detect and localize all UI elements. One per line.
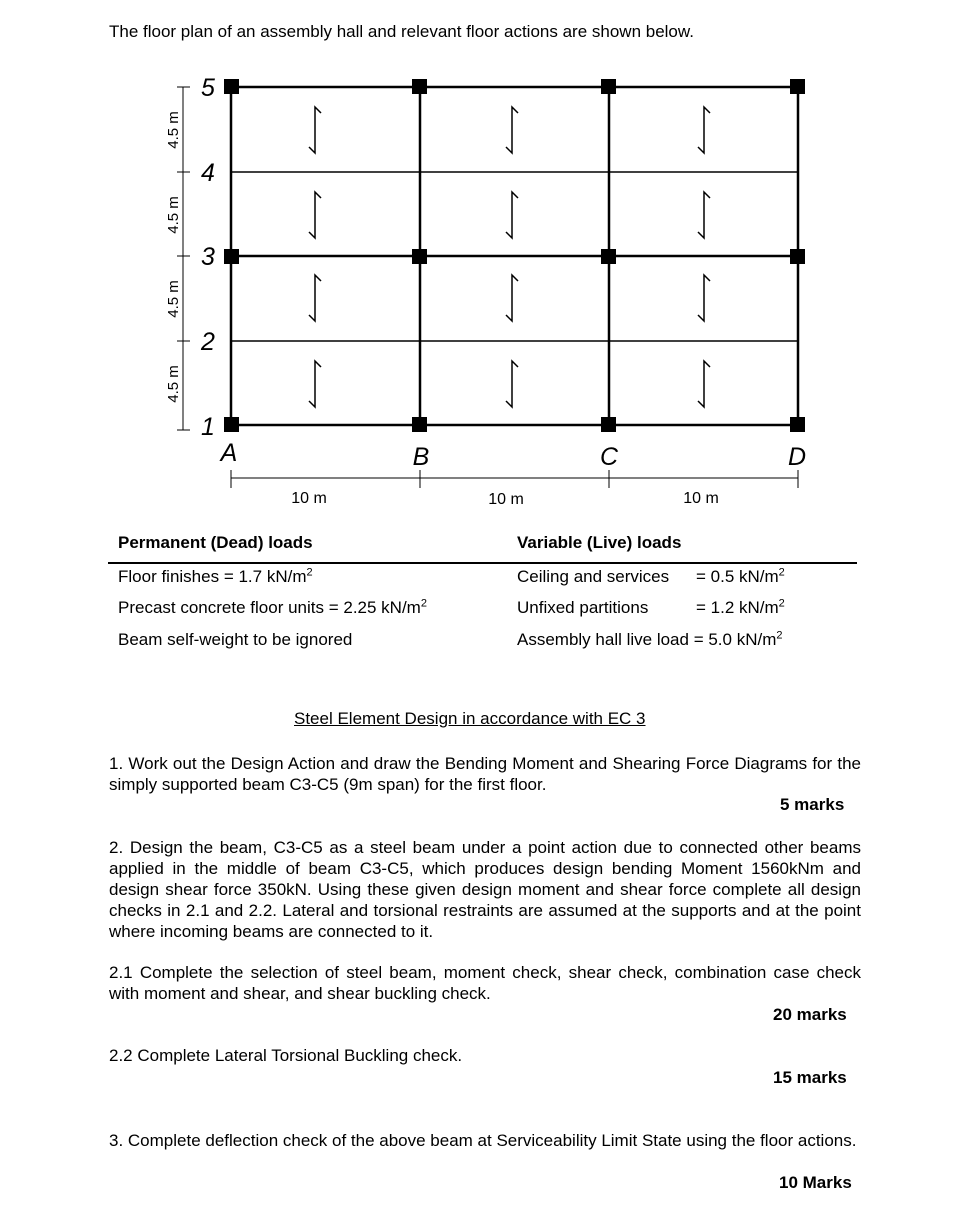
question-2: 2. Design the beam, C3-C5 as a steel beam under a point action due to connected other beams applied in the middle of beam C3-C5, which produces design bending Moment 1560kNm and design shear force 350kN. Using these given design moment and shear force complete all design checks in 2.1 and 2.2. Lateral and torsional restraints are assumed at the supports and at the point where incoming beams are connected to it. [109,838,861,941]
question-1: 1. Work out the Design Action and draw the Bending Moment and Shearing Force Diagrams for the simply supported beam C3-C5 (9m span) for the first floor. [109,754,861,794]
column-C1 [601,417,616,432]
precast-floor-load: Precast concrete floor units = 2.25 $kN/m^2$ [118,597,427,617]
row-label-2: 2 [201,328,215,356]
floor-plan [0,0,974,520]
column-B3 [412,249,427,264]
table-rule [108,562,857,564]
question-1-marks: 5 marks [780,795,845,814]
question-2-1: 2.1 Complete the selection of steel beam, moment check, shear check, combination case check with moment and shear, and shear buckling check. [109,963,861,1003]
row-label-3: 3 [201,243,215,271]
span-direction-icon [309,275,321,321]
floor-finishes-load: Floor finishes = 1.7 $kN/m^2$ [118,566,313,586]
column-A1 [224,417,239,432]
ceiling-services-label: Ceiling and services [517,567,670,586]
span-direction-icon [698,192,710,238]
column-C3 [601,249,616,264]
vertical-dim-label: 4.5 m [165,365,182,403]
row-label-1: 1 [201,413,215,441]
column-label-B: B [412,443,430,471]
span-direction-icon [506,275,518,321]
horizontal-dim-label: 10 m [683,490,719,507]
column-label-D: D [787,443,807,471]
span-direction-icon [309,107,321,153]
column-A5 [224,79,239,94]
column-label-C: C [599,443,619,471]
row-label-5: 5 [201,74,215,102]
vertical-dim-label: 4.5 m [165,111,182,149]
column-B1 [412,417,427,432]
span-direction-icon [698,275,710,321]
span-direction-icon [698,107,710,153]
span-direction-icon [698,361,710,407]
intro-text: The floor plan of an assembly hall and relevant floor actions are shown below. [109,22,694,41]
span-direction-icon [309,192,321,238]
ceiling-services-value: = 0.5 $kN/m^2$ [696,566,785,586]
column-B5 [412,79,427,94]
column-A3 [224,249,239,264]
vertical-dim-label: 4.5 m [165,196,182,234]
span-direction-icon [506,361,518,407]
question-3: 3. Complete deflection check of the above beam at Serviceability Limit State using the floor actions. [109,1131,857,1150]
horizontal-dim-label: 10 m [488,491,524,508]
column-C5 [601,79,616,94]
partitions-value: = 1.2 $kN/m^2$ [696,597,785,617]
span-direction-icon [506,192,518,238]
self-weight-note: Beam self-weight to be ignored [118,630,353,649]
span-direction-icon [506,107,518,153]
section-heading: Steel Element Design in accordance with EC 3 [294,709,646,728]
permanent-loads-heading: Permanent (Dead) loads [118,533,313,552]
column-D5 [790,79,805,94]
partitions-label: Unfixed partitions [517,598,649,617]
column-label-A: A [220,439,238,467]
vertical-dim-label: 4.5 m [165,280,182,318]
question-2-2-marks: 15 marks [773,1068,847,1087]
question-2-2: 2.2 Complete Lateral Torsional Buckling check. [109,1046,463,1065]
hall-live-load: Assembly hall live load = 5.0 $kN/m^2$ [517,629,783,649]
question-3-marks: 10 Marks [779,1173,852,1192]
column-D3 [790,249,805,264]
column-D1 [790,417,805,432]
row-label-4: 4 [201,159,215,187]
span-direction-icon [309,361,321,407]
question-2-1-marks: 20 marks [773,1005,847,1024]
variable-loads-heading: Variable (Live) loads [517,533,682,552]
horizontal-dim-label: 10 m [291,490,327,507]
